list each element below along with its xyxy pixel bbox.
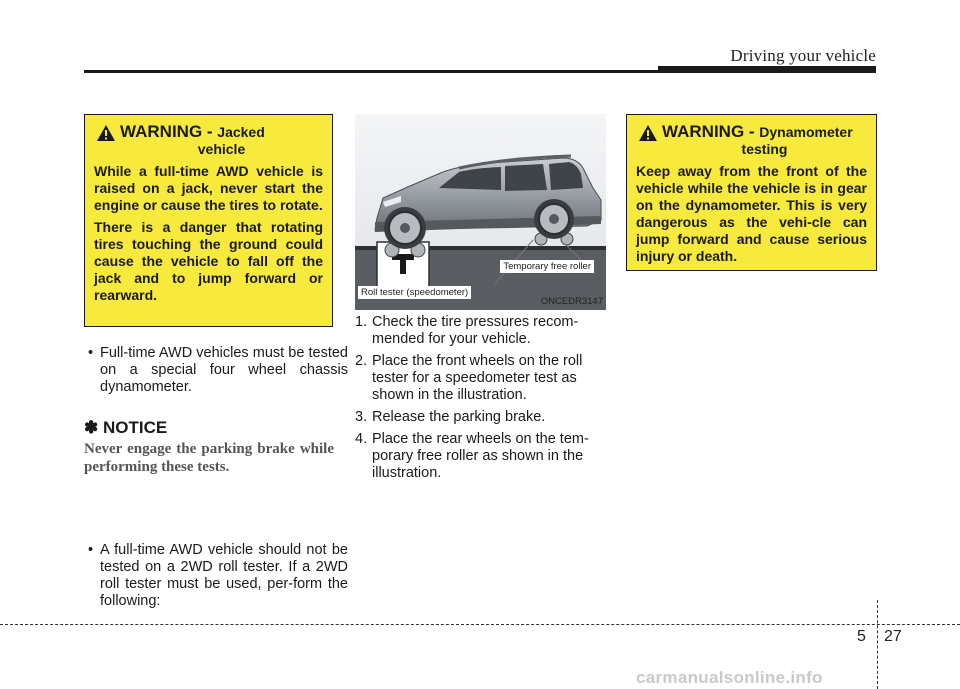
label-roll-tester: Roll tester (speedometer) [358,286,471,299]
warning-paragraph: Keep away from the front of the vehicle while the vehicle is in gear on the dynamometer. This is very dangerous as the vehi-cle can jump forward and cause serious injury or death. [636,163,867,264]
list-item [355,314,605,348]
watermark: carmanualsonline.info [636,668,823,687]
warning-word: WARNING [120,122,203,141]
step-number: 4. [355,431,368,447]
page-number: 27 [884,628,902,645]
step-number: 3. [355,409,368,425]
header-title: Driving your vehicle [730,46,876,65]
step-text: Place the front wheels on the roll tester for a speedometer test as shown in the illustration. [372,353,583,403]
warning-triangle-icon [96,124,116,146]
notice-body: Never engage the parking brake while performing these tests. [84,441,334,475]
warning-title-line2: testing [741,141,788,157]
footer-rule [0,624,960,625]
notice-title: ✽ NOTICE [84,418,168,437]
header-rule-tab [658,66,876,72]
bullet-dot-icon: • [88,542,94,558]
warning-paragraph: There is a danger that rotating tires touching the ground could cause the vehicle to fall off the jack and to jump forward or rearward. [94,219,323,303]
bullet-item [86,542,348,610]
figure-code: ONCEDR3147 [540,296,603,307]
warning-paragraph: While a full-time AWD vehicle is raised on a jack, never start the engine or cause the tires to rotate. [94,163,323,213]
warning-triangle-icon [638,124,658,146]
warning-heading: WARNING - Dynamometer testing [636,123,867,158]
steps-list [355,314,605,487]
warning-heading: WARNING - Jacked vehicle [94,123,323,158]
bullet-text: A full-time AWD vehicle should not be tested on a 2WD roll tester. If a 2WD roll tester must be used, per-form the following: [100,542,348,609]
suv-on-roll-tester-drawing [355,114,606,310]
warning-box-dynamometer-testing [626,114,877,271]
list-item [355,353,605,404]
warning-box-jacked-vehicle [84,114,333,327]
warning-title-line1: Dynamometer [759,124,853,140]
label-temporary-free-roller: Temporary free roller [500,260,594,273]
list-item [355,431,605,482]
warning-word: WARNING [662,122,745,141]
step-number: 2. [355,353,368,369]
step-text: Check the tire pressures recom-mended for your vehicle. [372,314,579,347]
step-number: 1. [355,314,368,330]
step-text: Place the rear wheels on the tem-porary free roller as shown in the illustration. [372,431,589,481]
warning-title-line1: Jacked [217,124,265,140]
footer-divider [877,600,878,689]
chapter-number: 5 [857,628,866,645]
step-text: Release the parking brake. [372,409,546,425]
bullet-text: Full-time AWD vehicles must be tested on a special four wheel chassis dynamometer. [100,345,348,395]
warning-title-line2: vehicle [197,141,246,157]
bullet-item [86,345,348,396]
bullet-dot-icon: • [88,345,94,361]
roll-tester-illustration [355,114,606,310]
list-item [355,409,605,426]
